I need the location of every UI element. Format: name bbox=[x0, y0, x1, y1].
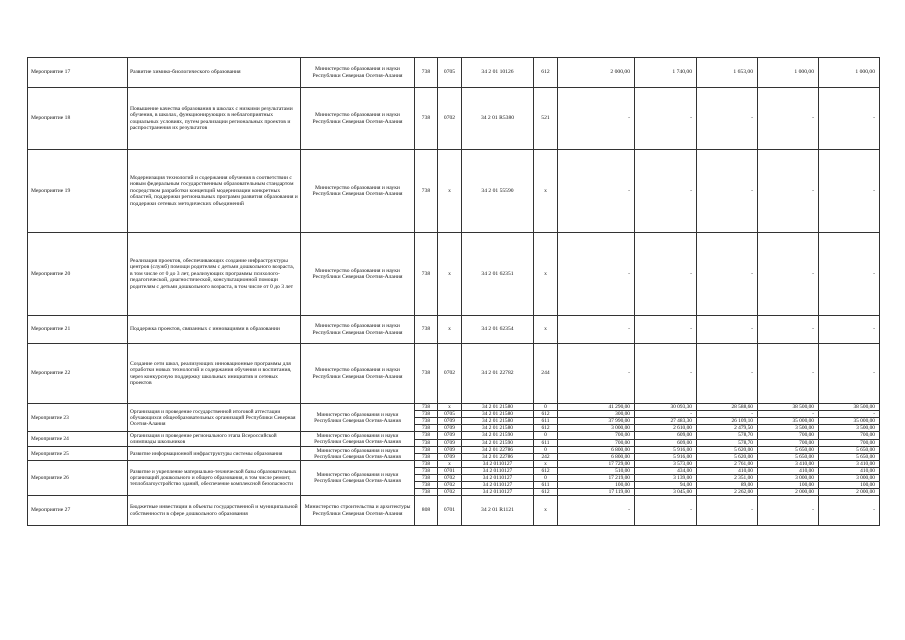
section-code-cell: 0709 bbox=[438, 447, 462, 454]
target-article-cell: 34 2 01 21580 bbox=[462, 411, 534, 418]
amount-year-4-cell: 3 000,00 bbox=[758, 475, 819, 482]
expense-type-cell: 521 bbox=[534, 88, 558, 150]
target-article-cell: 34 2 01 55590 bbox=[462, 150, 534, 233]
amount-year-4-cell: - bbox=[758, 88, 819, 150]
section-code-cell: х bbox=[438, 461, 462, 468]
amount-year-2-cell: 30 093,30 bbox=[635, 404, 697, 411]
amount-year-1-cell: - bbox=[558, 316, 635, 344]
table-row bbox=[28, 233, 880, 316]
event-description-cell: Реализация проектов, обеспечивающих создание инфраструктуры центров (служб) помощи родителям с детьми дошкольного возраста, в том числе от 0 до 3 лет, реализующих программы психолого-педагогической, диагностической, консультационной помощи родителям с детьми дошкольного возраста, в том числе от 0 до 3 лет bbox=[128, 233, 301, 316]
event-description-cell: Модернизация технологий и содержания обучения в соответствии с новым федеральным государственным образовательным стандартом посредством разработки концепций модернизации конкретных областей, поддержки региональных программ развития образования и поддержки сетевых методических объединений bbox=[128, 150, 301, 233]
amount-year-4-cell: - bbox=[758, 316, 819, 344]
grbs-code-cell: 738 bbox=[415, 432, 438, 440]
amount-year-4-cell: 410,00 bbox=[758, 468, 819, 475]
table-row bbox=[28, 88, 880, 150]
amount-year-3-cell: 410,00 bbox=[697, 468, 758, 475]
amount-year-5-cell: 3 000,00 bbox=[819, 475, 880, 482]
amount-year-2-cell: - bbox=[635, 88, 697, 150]
amount-year-3-cell: - bbox=[697, 233, 758, 316]
event-name-cell: Мероприятие 23 bbox=[28, 404, 128, 432]
target-article-cell: 34 2 01 10126 bbox=[462, 58, 534, 88]
amount-year-4-cell: - bbox=[758, 150, 819, 233]
grbs-code-cell: 808 bbox=[415, 496, 438, 526]
amount-year-5-cell: 410,00 bbox=[819, 468, 880, 475]
target-article-cell: 34 2 0110127 bbox=[462, 468, 534, 475]
responsible-org-cell: Министерство образования и науки Республики Северная Осетия-Алания bbox=[301, 432, 415, 447]
amount-year-2-cell: 434,00 bbox=[635, 468, 697, 475]
table-row bbox=[28, 58, 880, 88]
amount-year-5-cell: 100,00 bbox=[819, 482, 880, 489]
event-name-cell: Мероприятие 27 bbox=[28, 496, 128, 526]
amount-year-5-cell: 700,00 bbox=[819, 432, 880, 440]
section-code-cell: 0702 bbox=[438, 489, 462, 496]
target-article-cell: 34 2 01 22786 bbox=[462, 447, 534, 454]
table-row bbox=[28, 404, 880, 411]
amount-year-4-cell: 100,00 bbox=[758, 482, 819, 489]
amount-year-2-cell: 3 573,00 bbox=[635, 461, 697, 468]
section-code-cell: 0709 bbox=[438, 425, 462, 432]
target-article-cell: 34 2 01 21580 bbox=[462, 404, 534, 411]
amount-year-2-cell: 3 139,00 bbox=[635, 475, 697, 482]
amount-year-4-cell: 700,00 bbox=[758, 432, 819, 440]
amount-year-5-cell: 35 000,00 bbox=[819, 418, 880, 425]
amount-year-4-cell: 700,00 bbox=[758, 439, 819, 447]
grbs-code-cell: 738 bbox=[415, 461, 438, 468]
amount-year-5-cell: - bbox=[819, 233, 880, 316]
expense-type-cell: х bbox=[534, 316, 558, 344]
section-code-cell: х bbox=[438, 404, 462, 411]
target-article-cell: 34 2 01 21590 bbox=[462, 432, 534, 440]
amount-year-2-cell: 1 740,00 bbox=[635, 58, 697, 88]
responsible-org-cell: Министерство образования и науки Республики Северная Осетия-Алания bbox=[301, 316, 415, 344]
expense-type-cell: х bbox=[534, 150, 558, 233]
section-code-cell: 0702 bbox=[438, 344, 462, 404]
amount-year-3-cell: 28 588,60 bbox=[697, 404, 758, 411]
amount-year-2-cell: 3 045,00 bbox=[635, 489, 697, 496]
event-name-cell: Мероприятие 19 bbox=[28, 150, 128, 233]
amount-year-4-cell: 3 410,00 bbox=[758, 461, 819, 468]
expense-type-cell: 244 bbox=[534, 344, 558, 404]
event-name-cell: Мероприятие 22 bbox=[28, 344, 128, 404]
target-article-cell: 34 2 0110127 bbox=[462, 489, 534, 496]
amount-year-1-cell: 41 290,00 bbox=[558, 404, 635, 411]
responsible-org-cell: Министерство строительства и архитектуры Республики Северная Осетия-Алания bbox=[301, 496, 415, 526]
amount-year-4-cell: - bbox=[758, 344, 819, 404]
grbs-code-cell: 738 bbox=[415, 439, 438, 447]
amount-year-1-cell: 17 119,00 bbox=[558, 489, 635, 496]
amount-year-5-cell: 3 410,00 bbox=[819, 461, 880, 468]
grbs-code-cell: 738 bbox=[415, 233, 438, 316]
responsible-org-cell: Министерство образования и науки Республики Северная Осетия-Алания bbox=[301, 461, 415, 496]
amount-year-5-cell: - bbox=[819, 411, 880, 418]
amount-year-3-cell: 2 479,50 bbox=[697, 425, 758, 432]
expense-type-cell: 0 bbox=[534, 404, 558, 411]
amount-year-5-cell: 5 650,00 bbox=[819, 447, 880, 454]
amount-year-1-cell: 6 800,00 bbox=[558, 447, 635, 454]
amount-year-2-cell: 609,00 bbox=[635, 439, 697, 447]
amount-year-3-cell: - bbox=[697, 411, 758, 418]
amount-year-4-cell: - bbox=[758, 496, 819, 526]
amount-year-4-cell: 38 500,00 bbox=[758, 404, 819, 411]
amount-year-3-cell: - bbox=[697, 496, 758, 526]
grbs-code-cell: 738 bbox=[415, 316, 438, 344]
event-description-cell: Повышение качества образования в школах с низкими результатами обучения, в школах, функционирующих в неблагоприятных социальных условиях, путем реализации региональных проектов и распространения их результатов bbox=[128, 88, 301, 150]
table-row bbox=[28, 447, 880, 454]
amount-year-5-cell: - bbox=[819, 150, 880, 233]
event-description-cell: Организация и проведение государственной итоговой аттестации обучающихся общеобразовательных организаций Республики Северная Осетия-Алания bbox=[128, 404, 301, 432]
amount-year-3-cell: 89,00 bbox=[697, 482, 758, 489]
target-article-cell: 34 2 01 62351 bbox=[462, 233, 534, 316]
expense-type-cell: 0 bbox=[534, 447, 558, 454]
amount-year-3-cell: - bbox=[697, 344, 758, 404]
responsible-org-cell: Министерство образования и науки Республики Северная Осетия-Алания bbox=[301, 233, 415, 316]
section-code-cell: 0709 bbox=[438, 432, 462, 440]
table-row bbox=[28, 432, 880, 440]
expense-type-cell: 612 bbox=[534, 489, 558, 496]
amount-year-3-cell: 5 620,00 bbox=[697, 454, 758, 461]
amount-year-3-cell: 5 620,00 bbox=[697, 447, 758, 454]
section-code-cell: х bbox=[438, 233, 462, 316]
amount-year-4-cell: 3 500,00 bbox=[758, 425, 819, 432]
amount-year-2-cell: 5 916,00 bbox=[635, 454, 697, 461]
amount-year-3-cell: - bbox=[697, 316, 758, 344]
amount-year-1-cell: 37 990,00 bbox=[558, 418, 635, 425]
table-row bbox=[28, 461, 880, 468]
section-code-cell: х bbox=[438, 150, 462, 233]
grbs-code-cell: 738 bbox=[415, 411, 438, 418]
amount-year-1-cell: - bbox=[558, 88, 635, 150]
grbs-code-cell: 738 bbox=[415, 150, 438, 233]
expense-type-cell: х bbox=[534, 461, 558, 468]
responsible-org-cell: Министерство образования и науки Республики Северная Осетия-Алания bbox=[301, 88, 415, 150]
amount-year-1-cell: 700,00 bbox=[558, 439, 635, 447]
amount-year-4-cell: - bbox=[758, 411, 819, 418]
amount-year-5-cell: - bbox=[819, 316, 880, 344]
target-article-cell: 34 2 01 R5380 bbox=[462, 88, 534, 150]
amount-year-3-cell: 1 653,00 bbox=[697, 58, 758, 88]
section-code-cell: 0702 bbox=[438, 475, 462, 482]
budget-table bbox=[27, 57, 880, 526]
amount-year-5-cell: 700,00 bbox=[819, 439, 880, 447]
target-article-cell: 34 2 01 R1121 bbox=[462, 496, 534, 526]
amount-year-5-cell: - bbox=[819, 88, 880, 150]
grbs-code-cell: 738 bbox=[415, 489, 438, 496]
amount-year-2-cell: 609,00 bbox=[635, 432, 697, 440]
amount-year-2-cell: - bbox=[635, 344, 697, 404]
table-row bbox=[28, 316, 880, 344]
amount-year-2-cell: - bbox=[635, 411, 697, 418]
grbs-code-cell: 738 bbox=[415, 468, 438, 475]
event-description-cell: Создание сети школ, реализующих инновационные программы для отработки новых технологий и содержания обучения и воспитания, через конкурсную поддержку школьных инициатив и сетевых проектов bbox=[128, 344, 301, 404]
expense-type-cell: х bbox=[534, 496, 558, 526]
target-article-cell: 34 2 01 21580 bbox=[462, 425, 534, 432]
amount-year-2-cell: 94,00 bbox=[635, 482, 697, 489]
grbs-code-cell: 738 bbox=[415, 475, 438, 482]
expense-type-cell: 612 bbox=[534, 425, 558, 432]
section-code-cell: 0705 bbox=[438, 411, 462, 418]
amount-year-5-cell: - bbox=[819, 344, 880, 404]
event-name-cell: Мероприятие 24 bbox=[28, 432, 128, 447]
grbs-code-cell: 738 bbox=[415, 418, 438, 425]
responsible-org-cell: Министерство образования и науки Республики Северная Осетия-Алания bbox=[301, 404, 415, 432]
amount-year-1-cell: - bbox=[558, 150, 635, 233]
target-article-cell: 34 2 0110127 bbox=[462, 482, 534, 489]
amount-year-2-cell: - bbox=[635, 496, 697, 526]
amount-year-4-cell: 5 650,00 bbox=[758, 447, 819, 454]
amount-year-1-cell: - bbox=[558, 233, 635, 316]
event-description-cell: Бюджетные инвестиции в объекты государственной и муниципальной собственности в сфере дошкольного образования bbox=[128, 496, 301, 526]
section-code-cell: х bbox=[438, 316, 462, 344]
amount-year-1-cell: 17 729,00 bbox=[558, 461, 635, 468]
amount-year-3-cell: 578,70 bbox=[697, 432, 758, 440]
target-article-cell: 34 2 0110127 bbox=[462, 461, 534, 468]
table-row bbox=[28, 150, 880, 233]
responsible-org-cell: Министерство образования и науки Республики Северная Осетия-Алания bbox=[301, 150, 415, 233]
amount-year-1-cell: 700,00 bbox=[558, 432, 635, 440]
grbs-code-cell: 738 bbox=[415, 425, 438, 432]
section-code-cell: 0709 bbox=[438, 418, 462, 425]
amount-year-2-cell: - bbox=[635, 316, 697, 344]
amount-year-3-cell: 2 351,00 bbox=[697, 475, 758, 482]
amount-year-3-cell: - bbox=[697, 150, 758, 233]
expense-type-cell: 0 bbox=[534, 475, 558, 482]
amount-year-3-cell: 2 761,00 bbox=[697, 461, 758, 468]
responsible-org-cell: Министерство образования и науки Республики Северная Осетия-Алания bbox=[301, 344, 415, 404]
amount-year-1-cell: 3 000,00 bbox=[558, 425, 635, 432]
amount-year-5-cell: 1 000,00 bbox=[819, 58, 880, 88]
expense-type-cell: 611 bbox=[534, 482, 558, 489]
amount-year-2-cell: 5 916,00 bbox=[635, 447, 697, 454]
event-name-cell: Мероприятие 20 bbox=[28, 233, 128, 316]
grbs-code-cell: 738 bbox=[415, 88, 438, 150]
section-code-cell: 0709 bbox=[438, 439, 462, 447]
amount-year-3-cell: 26 109,10 bbox=[697, 418, 758, 425]
section-code-cell: 0701 bbox=[438, 496, 462, 526]
grbs-code-cell: 738 bbox=[415, 447, 438, 454]
expense-type-cell: 612 bbox=[534, 411, 558, 418]
expense-type-cell: 611 bbox=[534, 439, 558, 447]
amount-year-5-cell: 2 000,00 bbox=[819, 489, 880, 496]
section-code-cell: 0701 bbox=[438, 468, 462, 475]
amount-year-5-cell: 3 500,00 bbox=[819, 425, 880, 432]
expense-type-cell: 0 bbox=[534, 432, 558, 440]
section-code-cell: 0702 bbox=[438, 88, 462, 150]
event-description-cell: Развитие информационной инфраструктуры системы образования bbox=[128, 447, 301, 461]
amount-year-4-cell: - bbox=[758, 233, 819, 316]
amount-year-2-cell: - bbox=[635, 233, 697, 316]
budget-table-sheet bbox=[27, 57, 879, 526]
event-description-cell: Развитие и укрепление материально-технической базы образовательных организаций дошкольного и общего образования, в том числе ремонт, теплоблагоустройство зданий, обеспечение комплексной безопасности bbox=[128, 461, 301, 496]
amount-year-2-cell: 27 483,30 bbox=[635, 418, 697, 425]
target-article-cell: 34 2 01 21590 bbox=[462, 439, 534, 447]
amount-year-1-cell: 300,00 bbox=[558, 411, 635, 418]
amount-year-3-cell: 2 262,00 bbox=[697, 489, 758, 496]
amount-year-1-cell: 6 800,00 bbox=[558, 454, 635, 461]
amount-year-1-cell: 510,00 bbox=[558, 468, 635, 475]
amount-year-1-cell: 17 219,00 bbox=[558, 475, 635, 482]
expense-type-cell: х bbox=[534, 233, 558, 316]
grbs-code-cell: 738 bbox=[415, 482, 438, 489]
amount-year-1-cell: 2 000,00 bbox=[558, 58, 635, 88]
expense-type-cell: 612 bbox=[534, 468, 558, 475]
target-article-cell: 34 2 01 21580 bbox=[462, 418, 534, 425]
table-row bbox=[28, 344, 880, 404]
amount-year-5-cell: - bbox=[819, 496, 880, 526]
section-code-cell: 0709 bbox=[438, 454, 462, 461]
amount-year-1-cell: - bbox=[558, 496, 635, 526]
expense-type-cell: 612 bbox=[534, 58, 558, 88]
amount-year-3-cell: 578,70 bbox=[697, 439, 758, 447]
amount-year-4-cell: 2 000,00 bbox=[758, 489, 819, 496]
amount-year-2-cell: 2 610,00 bbox=[635, 425, 697, 432]
grbs-code-cell: 738 bbox=[415, 58, 438, 88]
amount-year-1-cell: 100,00 bbox=[558, 482, 635, 489]
event-description-cell: Организация и проведение регионального этапа Всероссийской олимпиады школьников bbox=[128, 432, 301, 447]
grbs-code-cell: 738 bbox=[415, 344, 438, 404]
amount-year-2-cell: - bbox=[635, 150, 697, 233]
event-description-cell: Поддержка проектов, связанных с инновациями в образовании bbox=[128, 316, 301, 344]
event-name-cell: Мероприятие 21 bbox=[28, 316, 128, 344]
expense-type-cell: 611 bbox=[534, 418, 558, 425]
responsible-org-cell: Министерство образования и науки Республики Северная Осетия-Алания bbox=[301, 447, 415, 461]
event-name-cell: Мероприятие 26 bbox=[28, 461, 128, 496]
amount-year-4-cell: 5 650,00 bbox=[758, 454, 819, 461]
expense-type-cell: 242 bbox=[534, 454, 558, 461]
section-code-cell: 0702 bbox=[438, 482, 462, 489]
amount-year-4-cell: 1 000,00 bbox=[758, 58, 819, 88]
event-name-cell: Мероприятие 18 bbox=[28, 88, 128, 150]
amount-year-5-cell: 5 650,00 bbox=[819, 454, 880, 461]
amount-year-5-cell: 38 500,00 bbox=[819, 404, 880, 411]
event-name-cell: Мероприятие 25 bbox=[28, 447, 128, 461]
grbs-code-cell: 738 bbox=[415, 404, 438, 411]
target-article-cell: 34 2 01 22782 bbox=[462, 344, 534, 404]
table-row bbox=[28, 496, 880, 526]
target-article-cell: 34 2 01 62354 bbox=[462, 316, 534, 344]
section-code-cell: 0705 bbox=[438, 58, 462, 88]
event-description-cell: Развитие химико-биологического образования bbox=[128, 58, 301, 88]
amount-year-4-cell: 35 000,00 bbox=[758, 418, 819, 425]
amount-year-3-cell: - bbox=[697, 88, 758, 150]
event-name-cell: Мероприятие 17 bbox=[28, 58, 128, 88]
amount-year-1-cell: - bbox=[558, 344, 635, 404]
target-article-cell: 34 2 01 22786 bbox=[462, 454, 534, 461]
responsible-org-cell: Министерство образования и науки Республики Северная Осетия-Алания bbox=[301, 58, 415, 88]
grbs-code-cell: 738 bbox=[415, 454, 438, 461]
budget-table-body bbox=[28, 58, 880, 526]
target-article-cell: 34 2 0110127 bbox=[462, 475, 534, 482]
